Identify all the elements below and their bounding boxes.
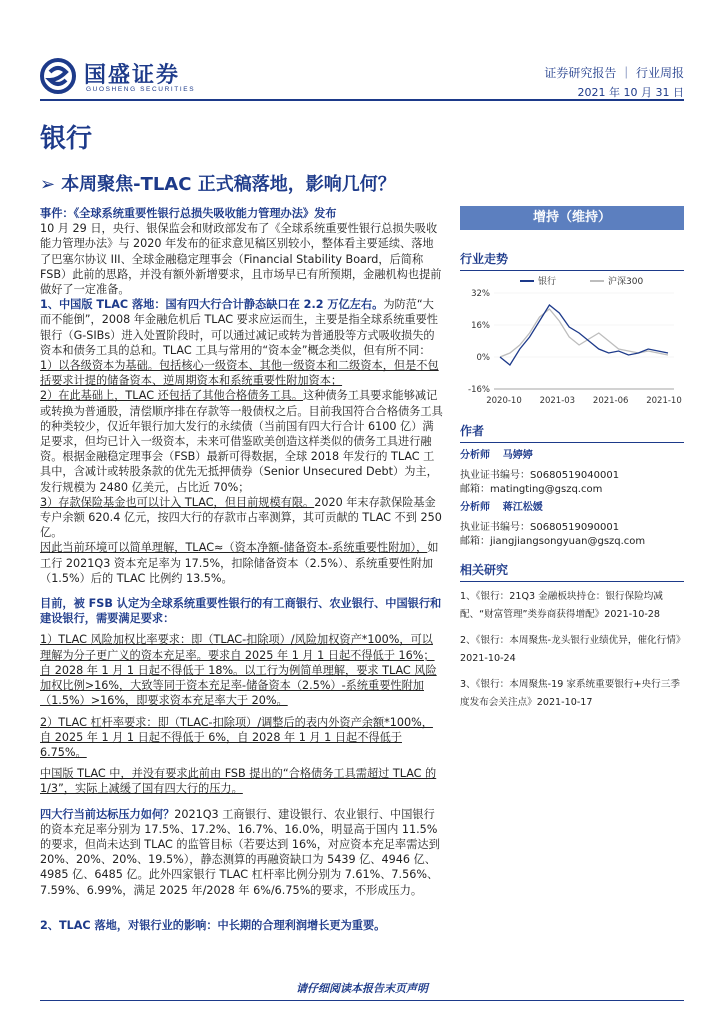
analyst-1-role: 分析师 [460, 450, 490, 461]
section-1 [40, 297, 444, 358]
section-1-title: 1、中国版 TLAC 落地：国有四大行合计静态缺口在 2.2 万亿左右。 [40, 298, 384, 312]
item-2-lead: 2）在此基础上，TLAC 还包括了其他合格债务工具。 [40, 389, 304, 403]
footer-divider [40, 1000, 684, 1001]
requirement-2 [40, 715, 444, 761]
report-type: 证券研究报告 ｜ 行业周报 [544, 66, 684, 80]
y-tick-label: 0% [476, 353, 490, 363]
related-title: 相关研究 [460, 561, 684, 582]
y-tick-label: -16% [468, 385, 490, 395]
analyst-2-name: 蒋江松媛 [502, 502, 543, 513]
report-date: 2021 年 10 月 31 日 [577, 86, 684, 99]
item-3-lead: 3）存款保险基金也可以计入 TLAC，但目前规模有限。 [40, 495, 315, 509]
item-2 [40, 388, 444, 494]
related-item[interactable]: 2、《银行：本周聚焦-龙头银行业绩优异，催化行情》2021-10-24 [460, 635, 681, 664]
gap-text: 2021Q3 工商银行、建设银行、农业银行、中国银行的资本充足率分别为 17.5%、17.2%、16.7%、16.0%，明显高于国内 11.5%的要求，但尚未达到 TLAC 的监管目标（若要达到 16%，对应资本充足率需达到 20%、20%、20%、19.5%），静态测算的再融资缺口为 5439 亿、4946 亿、4985 亿、6485 亿。此外四家银行 TLAC 杠杆率比例分别为 7.61%、7.56%、7.59%、6.99%，满足 2025 年/2028 年 6%/6.75%的要求，不形成压力。 [40, 807, 440, 897]
requirement-1-lead: 1）TLAC 风险加权比率要求： [40, 633, 192, 647]
sidebar [460, 206, 684, 712]
logo-mark-icon [40, 58, 76, 94]
event-paragraph: 10 月 29 日，央行、银保监会和财政部发布了《全球系统重要性银行总损失吸收能力管理办法》与 2020 年发布的征求意见稿区别较小，整体看主要延续、落地了巴塞尔协议 III、全球金融稳定理事会（Financial Stability Board，后简称 FSB）此前的思路，并没有额外新增要求，且市场早已有所预期，金融机构也提前做好了一定准备。 [40, 222, 442, 297]
event-title: 事件：《全球系统重要性银行总损失吸收能力管理办法》发布 [40, 207, 337, 220]
requirement-2-lead: 2）TLAC 杠杆率要求： [40, 715, 158, 729]
industry-title: 银行 [40, 124, 93, 154]
series-line [500, 305, 668, 365]
item-3-text: 2020 年末存款保险基金专户余额 620.4 亿元，按四大行的存款市占率测算，其可贡献的 TLAC 不到 250 亿。 [40, 495, 442, 540]
x-tick-label: 2020-10 [486, 396, 522, 406]
analyst-1-email[interactable]: 邮箱：matingting@gszq.com [460, 484, 603, 495]
logo-text-cn: 国盛证券 [84, 63, 181, 88]
author-title: 作者 [460, 422, 684, 443]
x-tick-label: 2021-06 [592, 396, 629, 406]
main-body [40, 206, 444, 933]
item-1: 1）以各级资本为基础。包括核心一级资本、其他一级资本和二级资本，但是不包括要求计提的储备资本、逆周期资本和系统重要性附加资本； [40, 359, 439, 388]
analyst-2-email[interactable]: 邮箱：jiangjiangsongyuan@gszq.com [460, 536, 646, 547]
requirement-1 [40, 632, 444, 708]
analyst-1 [460, 449, 684, 497]
section-3: 2、TLAC 落地，对银行业的影响：中长期的合理利润增长更为重要。 [40, 918, 386, 932]
analyst-2-cert: 执业证书编号：S0680519090001 [460, 522, 620, 533]
headline [40, 170, 396, 196]
rating-badge: 增持（维持） [460, 206, 684, 230]
formula [40, 540, 444, 586]
trend-title: 行业走势 [460, 250, 684, 271]
industry-trend-chart [460, 271, 684, 411]
gap-title: 四大行当前达标压力如何？ [40, 807, 175, 821]
headline-text: 本周聚焦-TLAC 正式稿落地，影响几何？ [61, 174, 396, 195]
requirement-1-text: 即（TLAC-扣除项）/风险加权资产*100%，可以理解为分子更广义的资本充足率。要求自 2025 年 1 月 1 日起不得低于 16%；自 2028 年 1 月 1 日起不得低于 18%。以工行为例简单理解，要求 TLAC 风险加权比例>16%，大致等同于资本充足率-储备资本（2.5%）-系统重要性附加（1.5%）>16%，即要求资本充足率大于 20%。 [40, 633, 437, 708]
analyst-2 [460, 501, 684, 549]
section-2: 目前，被 FSB 认定为全球系统重要性银行的有工商银行、农业银行、中国银行和建设银行，需要满足要求： [40, 597, 442, 626]
note: 中国版 TLAC 中，并没有要求此前由 FSB 提出的“合格债务工具需超过 TLAC 的 1/3”，实际上减缓了国有四大行的压力。 [40, 767, 437, 796]
section-1-text: 为防范“大而不能倒”，2008 年金融危机后 TLAC 要求应运而生，主要是指全球系统重要性银行（G-SIBs）进入处置阶段时，可以通过减记或转为普通股等方式吸收损失的资本和债务工具的总和。TLAC 工具与常用的“资本金”概念类似，但有所不同： [40, 298, 438, 357]
gap-paragraph [40, 807, 444, 898]
formula-lead: 因此当前环境可以简单理解，TLAC≈（资本净额-储备资本-系统重要性附加）， [40, 541, 428, 555]
series-line [500, 309, 668, 357]
logo-text-en: GUOSHENG SECURITIES [86, 86, 196, 93]
related-item[interactable]: 1、《银行：21Q3 金融板块持仓：银行保险均减配、“财富管理”类券商获得增配》2021-10-28 [460, 591, 663, 620]
y-tick-label: 32% [471, 289, 490, 299]
analyst-2-role: 分析师 [460, 502, 490, 513]
analyst-1-cert: 执业证书编号：S0680519040001 [460, 470, 620, 481]
arrow-icon: ➢ [40, 174, 56, 195]
related-item[interactable]: 3、《银行：本周聚焦-19 家系统重要银行+央行三季度发布会关注点》2021-10-17 [460, 679, 680, 708]
analyst-1-name: 马婷婷 [502, 450, 533, 461]
x-tick-label: 2021-10 [646, 396, 682, 406]
y-tick-label: 16% [471, 321, 490, 331]
formula-text: 如工行 2021Q3 资本充足率为 17.5%，扣除储备资本（2.5%）、系统重要性附加（1.5%）后的 TLAC 比例约 13.5%。 [40, 541, 439, 585]
item-2-text: 这种债务工具要求能够减记或转换为普通股，清偿顺序排在存款等一般债权之后。目前我国符合合格债务工具的种类较少，仅近年银行加大发行的永续债（当前国有四大行合计 6100 亿）满足要求，但均已计入一级资本，未来可借鉴欧美创造这样类似的债务工具进行融资。根据金融稳定理事会（FSB）最新可得数据，全球 2018 年发行的 TLAC 工具中，含减计或转股条款的优先无抵押债券（Senior Unsecured Debt）为主，发行规模为 2480 亿美元，占比近 70%； [40, 389, 443, 494]
requirement-2-text: 即（TLAC-扣除项）/调整后的表内外资产余额*100%，自 2025 年 1 月 1 日起不得低于 6%，自 2028 年 1 月 1 日起不得低于 6.75%。 [40, 715, 433, 759]
legend-label: 沪深300 [608, 277, 644, 287]
item-3 [40, 495, 444, 541]
footer-disclaimer: 请仔细阅读本报告末页声明 [296, 982, 428, 995]
header-divider [40, 99, 684, 101]
legend-label: 银行 [538, 277, 557, 287]
company-logo [40, 56, 200, 100]
x-tick-label: 2021-03 [539, 396, 576, 406]
